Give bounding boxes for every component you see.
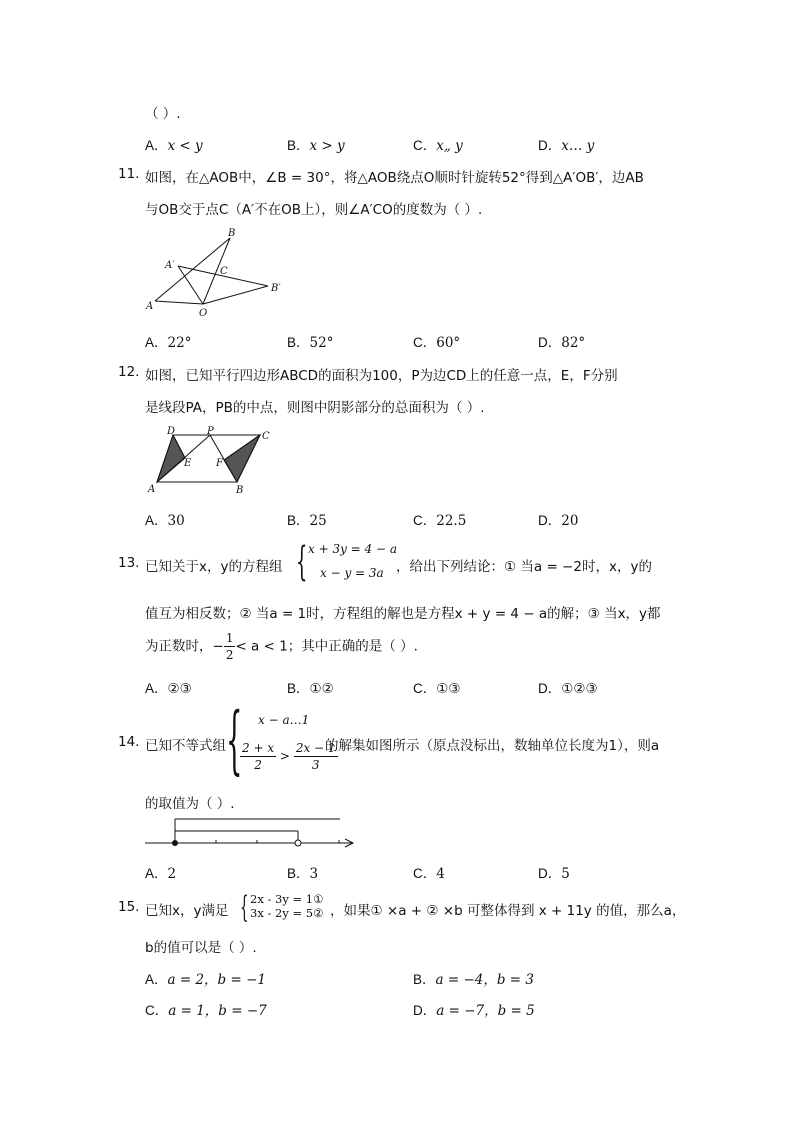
q12-option-a[interactable] — [145, 509, 185, 529]
q15-number: 15. — [118, 899, 140, 915]
fraction-denominator: 2 — [225, 648, 234, 662]
q10-option-c[interactable] — [413, 134, 463, 154]
q15-option-b[interactable] — [413, 968, 534, 988]
q13-option-c[interactable] — [413, 677, 460, 697]
q15-equation-2: 3x - 2y = 5② — [250, 906, 324, 920]
option-label: C． — [145, 1003, 169, 1018]
option-label: A． — [145, 866, 168, 881]
q15-stem-pre: 已知x，y满足 — [145, 903, 229, 919]
option-label: A． — [145, 513, 168, 528]
option-text: 25 — [309, 513, 327, 529]
q14-option-d[interactable] — [538, 862, 570, 882]
option-text: a = 1，b = −7 — [168, 1003, 267, 1019]
fraction-denominator: 3 — [311, 758, 320, 772]
q15-stem-line2: b的值可以是（ ）. — [145, 940, 257, 956]
option-label: B． — [413, 972, 436, 987]
label-b: B — [228, 228, 236, 239]
option-text: x < y — [167, 138, 203, 154]
option-text: 20 — [561, 513, 579, 529]
option-text: ①②③ — [561, 681, 598, 697]
q14-option-c[interactable] — [413, 862, 445, 882]
label-o: O — [199, 308, 208, 319]
option-text: x… y — [561, 138, 595, 154]
q13-equation-1: x + 3y = 4 − a — [308, 542, 398, 556]
q14-stem-pre: 已知不等式组 — [145, 738, 226, 754]
q13-stem-line2: 值互为相反数；② 当a = 1时，方程组的解也是方程x + y = 4 − a的解；③ 当x，y都 — [145, 606, 661, 622]
option-label: C． — [413, 513, 437, 528]
option-label: A． — [145, 335, 168, 350]
option-text: 22.5 — [436, 513, 467, 529]
q13-stem-line3 — [145, 630, 418, 663]
label-c: C — [262, 431, 270, 442]
label-b: B — [236, 485, 244, 496]
q11-number: 11. — [118, 166, 140, 182]
option-label: D． — [538, 138, 562, 153]
q10-option-d[interactable] — [538, 134, 594, 154]
fraction-numerator: 2 + x — [242, 741, 275, 755]
q14-number-line — [140, 815, 360, 855]
option-label: B． — [287, 513, 310, 528]
q11-option-d[interactable] — [538, 331, 585, 351]
q15-system-brace: { — [240, 890, 249, 925]
q15-option-d[interactable] — [413, 999, 535, 1019]
q13-option-d[interactable] — [538, 677, 598, 697]
option-label: C． — [413, 866, 437, 881]
q13-line3-post: < a < 1；其中正确的是（ ）. — [235, 638, 418, 655]
label-e: E — [184, 458, 192, 469]
option-text: a = 2，b = −1 — [167, 972, 266, 988]
q14-fraction-left — [240, 740, 276, 773]
q12-stem-line2: 是线段PA，PB的中点，则图中阴影部分的总面积为（ ）. — [145, 400, 485, 416]
q14-system-brace: { — [226, 697, 243, 783]
q14-number: 14. — [118, 734, 140, 750]
q11-option-a[interactable] — [145, 331, 191, 351]
option-text: a = −7，b = 5 — [436, 1003, 535, 1019]
q15-option-a[interactable] — [145, 968, 266, 988]
option-label: C． — [413, 681, 437, 696]
option-text: 30 — [167, 513, 185, 529]
option-label: A． — [145, 681, 168, 696]
option-label: D． — [538, 866, 562, 881]
q13-fraction-half — [224, 630, 236, 663]
option-text: 4 — [436, 866, 445, 882]
open-endpoint — [295, 840, 301, 846]
option-text: 52° — [309, 335, 334, 351]
q14-inequality-1: x − a…1 — [258, 713, 310, 727]
q10-stem-tail: （ ）. — [145, 106, 181, 122]
q11-option-b[interactable] — [287, 331, 333, 351]
q11-stem-line1: 如图，在△AOB中，∠B = 30°，将△AOB绕点O顺时针旋转52°得到△A′OB′，边AB — [145, 170, 644, 186]
option-text: 3 — [309, 866, 319, 882]
label-f: F — [216, 458, 223, 469]
option-label: C． — [413, 138, 437, 153]
q12-number: 12. — [118, 364, 140, 380]
option-label: D． — [413, 1003, 437, 1018]
q15-stem-post: ，如果① ×a + ② ×b 可整体得到 x + 11y 的值，那么a， — [330, 903, 686, 919]
option-text: x„ y — [436, 138, 463, 154]
q14-stem-line2: 的取值为（ ）. — [145, 796, 235, 812]
option-label: B． — [287, 866, 310, 881]
q11-stem-line2: 与OB交于点C（A′不在OB上），则∠A′CO的度数为（ ）. — [145, 202, 483, 218]
option-label: A． — [145, 972, 168, 987]
q13-number: 13. — [118, 555, 140, 571]
q14-option-b[interactable] — [287, 862, 318, 882]
q14-stem-post: 的解集如图所示（原点没标出，数轴单位长度为1），则a — [325, 738, 660, 754]
q14-gt-sign: > — [279, 749, 290, 763]
q12-stem-line1: 如图，已知平行四边形ABCD的面积为100，P为边CD上的任意一点，E，F分别 — [145, 368, 618, 384]
label-b-prime: B′ — [271, 283, 281, 294]
option-text: 82° — [561, 335, 586, 351]
option-label: B． — [287, 335, 310, 350]
option-text: 22° — [167, 335, 192, 351]
label-d: D — [167, 426, 176, 437]
fraction-denominator: 2 — [254, 758, 262, 772]
q12-parallelogram-figure — [140, 425, 280, 497]
q15-option-c[interactable] — [145, 999, 267, 1019]
q13-stem-line1-pre: 已知关于x，y的方程组 — [145, 559, 283, 575]
q11-rotation-figure — [140, 225, 290, 320]
q14-inequality-2 — [240, 740, 338, 773]
fraction-numerator: 1 — [225, 631, 234, 645]
label-p: P — [207, 426, 214, 437]
option-text: x > y — [309, 138, 345, 154]
solid-endpoint — [172, 840, 178, 846]
q12-option-d[interactable] — [538, 509, 578, 529]
option-label: A． — [145, 138, 168, 153]
q11-option-c[interactable] — [413, 331, 460, 351]
fraction-numerator: 2x − 1 — [295, 741, 336, 755]
option-label: D． — [538, 681, 562, 696]
option-label: B． — [287, 138, 310, 153]
label-c: C — [220, 266, 228, 277]
q13-option-a[interactable] — [145, 677, 192, 697]
q15-equation-1: 2x - 3y = 1① — [250, 892, 324, 906]
q13-system-brace: { — [296, 539, 308, 585]
q12-option-c[interactable] — [413, 509, 466, 529]
option-label: C． — [413, 335, 437, 350]
label-a-prime: A′ — [165, 260, 175, 271]
option-text: 2 — [167, 866, 177, 882]
option-label: B． — [287, 681, 310, 696]
option-text: ①② — [309, 681, 334, 697]
label-a: A — [146, 301, 154, 312]
option-text: 5 — [561, 866, 570, 882]
q13-option-b[interactable] — [287, 677, 334, 697]
option-label: D． — [538, 335, 562, 350]
q12-option-b[interactable] — [287, 509, 327, 529]
option-text: ①③ — [436, 681, 461, 697]
q10-option-a[interactable] — [145, 134, 203, 154]
q13-equation-2: x − y = 3a — [320, 566, 384, 580]
option-label: D． — [538, 513, 562, 528]
option-text: a = −4，b = 3 — [435, 972, 534, 988]
q14-option-a[interactable] — [145, 862, 176, 882]
q10-option-b[interactable] — [287, 134, 345, 154]
q13-line3-pre: 为正数时，− — [145, 638, 224, 655]
q13-stem-line1-post: ，给出下列结论：① 当a = −2时，x，y的 — [396, 559, 652, 575]
option-text: ②③ — [167, 681, 192, 697]
option-text: 60° — [436, 335, 461, 351]
label-a: A — [148, 484, 156, 495]
